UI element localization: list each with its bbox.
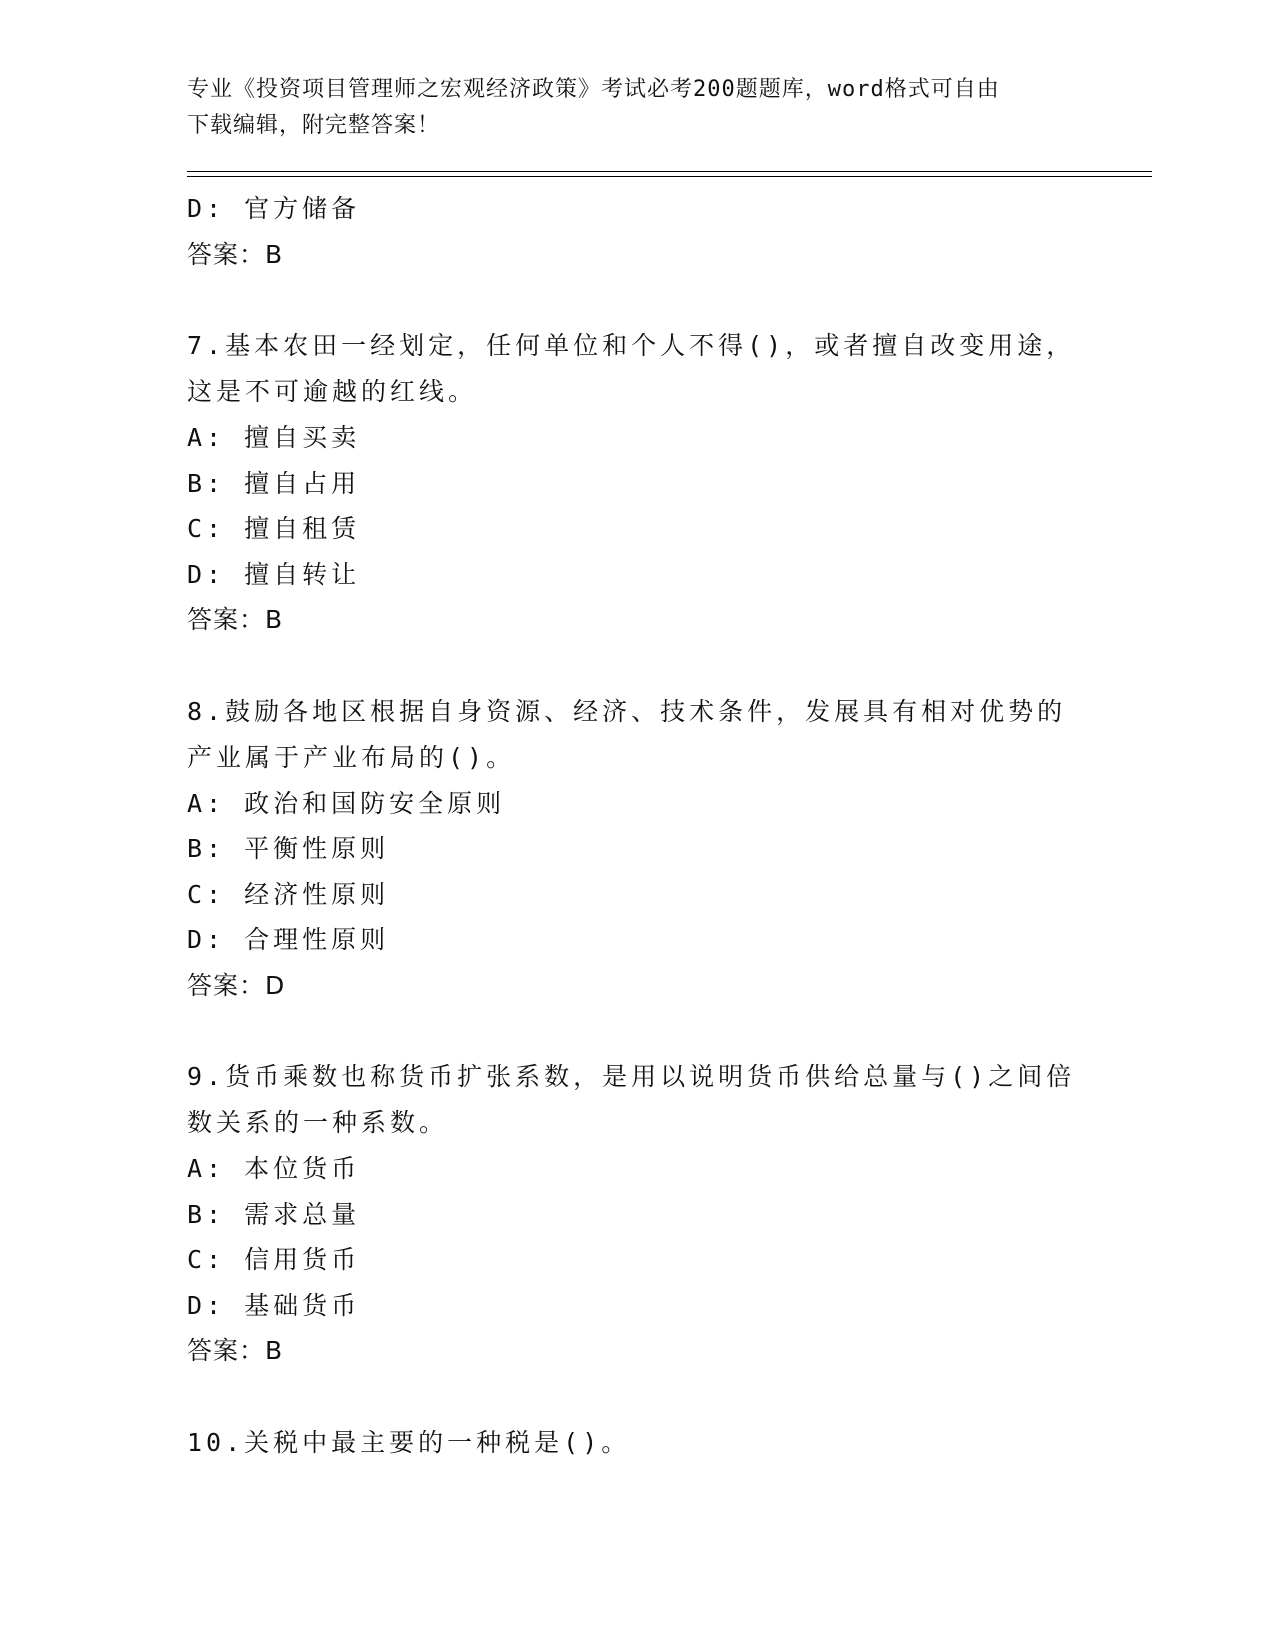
question-8-stem-line-1: 8.鼓励各地区根据自身资源、经济、技术条件，发展具有相对优势的: [187, 696, 1067, 726]
prev-answer: 答案：B: [187, 239, 284, 269]
spacer: [187, 1374, 1107, 1420]
question-8-option-b: B: 平衡性原则: [187, 834, 390, 863]
question-7-option-b: B: 擅自占用: [187, 468, 361, 498]
question-7-option-c: C: 擅自租赁: [187, 514, 361, 543]
question-7: [187, 323, 1107, 643]
question-7-option-a: A: 擅自买卖: [187, 423, 361, 452]
question-8: [187, 689, 1107, 1009]
question-7-stem-line-2: 这是不可逾越的红线。: [187, 377, 478, 406]
question-7-answer: 答案：B: [187, 605, 284, 634]
header-line-1: 专业《投资项目管理师之宏观经济政策》考试必考200题题库，word格式可自由: [187, 77, 1000, 102]
question-8-option-a: A: 政治和国防安全原则: [187, 788, 506, 818]
question-10: [187, 1420, 1107, 1466]
spacer: [187, 643, 1107, 689]
question-9-answer: 答案：B: [187, 1336, 284, 1365]
question-8-answer: 答案：D: [187, 970, 286, 1000]
question-9-stem-line-1: 9.货币乘数也称货币扩张系数，是用以说明货币供给总量与()之间倍: [187, 1062, 1076, 1091]
question-9-option-b: B: 需求总量: [187, 1199, 361, 1229]
question-list: [187, 186, 1107, 1466]
question-9-option-c: C: 信用货币: [187, 1245, 361, 1274]
document-header: [187, 72, 1067, 144]
question-9: [187, 1054, 1107, 1374]
question-10-stem-line-1: 10.关税中最主要的一种税是()。: [187, 1427, 631, 1457]
question-8-stem-line-2: 产业属于产业布局的()。: [187, 742, 516, 772]
header-rule-bottom: [187, 176, 1152, 177]
header-line-2: 下载编辑，附完整答案！: [187, 113, 441, 138]
question-8-option-c: C: 经济性原则: [187, 879, 390, 909]
question-9-option-d: D: 基础货币: [187, 1290, 361, 1320]
question-7-option-d: D: 擅自转让: [187, 559, 361, 589]
question-9-stem-line-2: 数关系的一种系数。: [187, 1108, 449, 1137]
question-8-option-d: D: 合理性原则: [187, 925, 390, 954]
spacer: [187, 1008, 1107, 1054]
spacer: [187, 277, 1107, 323]
question-9-option-a: A: 本位货币: [187, 1154, 361, 1183]
prev-option-d: D: 官方储备: [187, 194, 361, 223]
question-7-stem-line-1: 7.基本农田一经划定，任何单位和个人不得()，或者擅自改变用途，: [187, 331, 1076, 360]
header-rule-top: [187, 171, 1152, 172]
